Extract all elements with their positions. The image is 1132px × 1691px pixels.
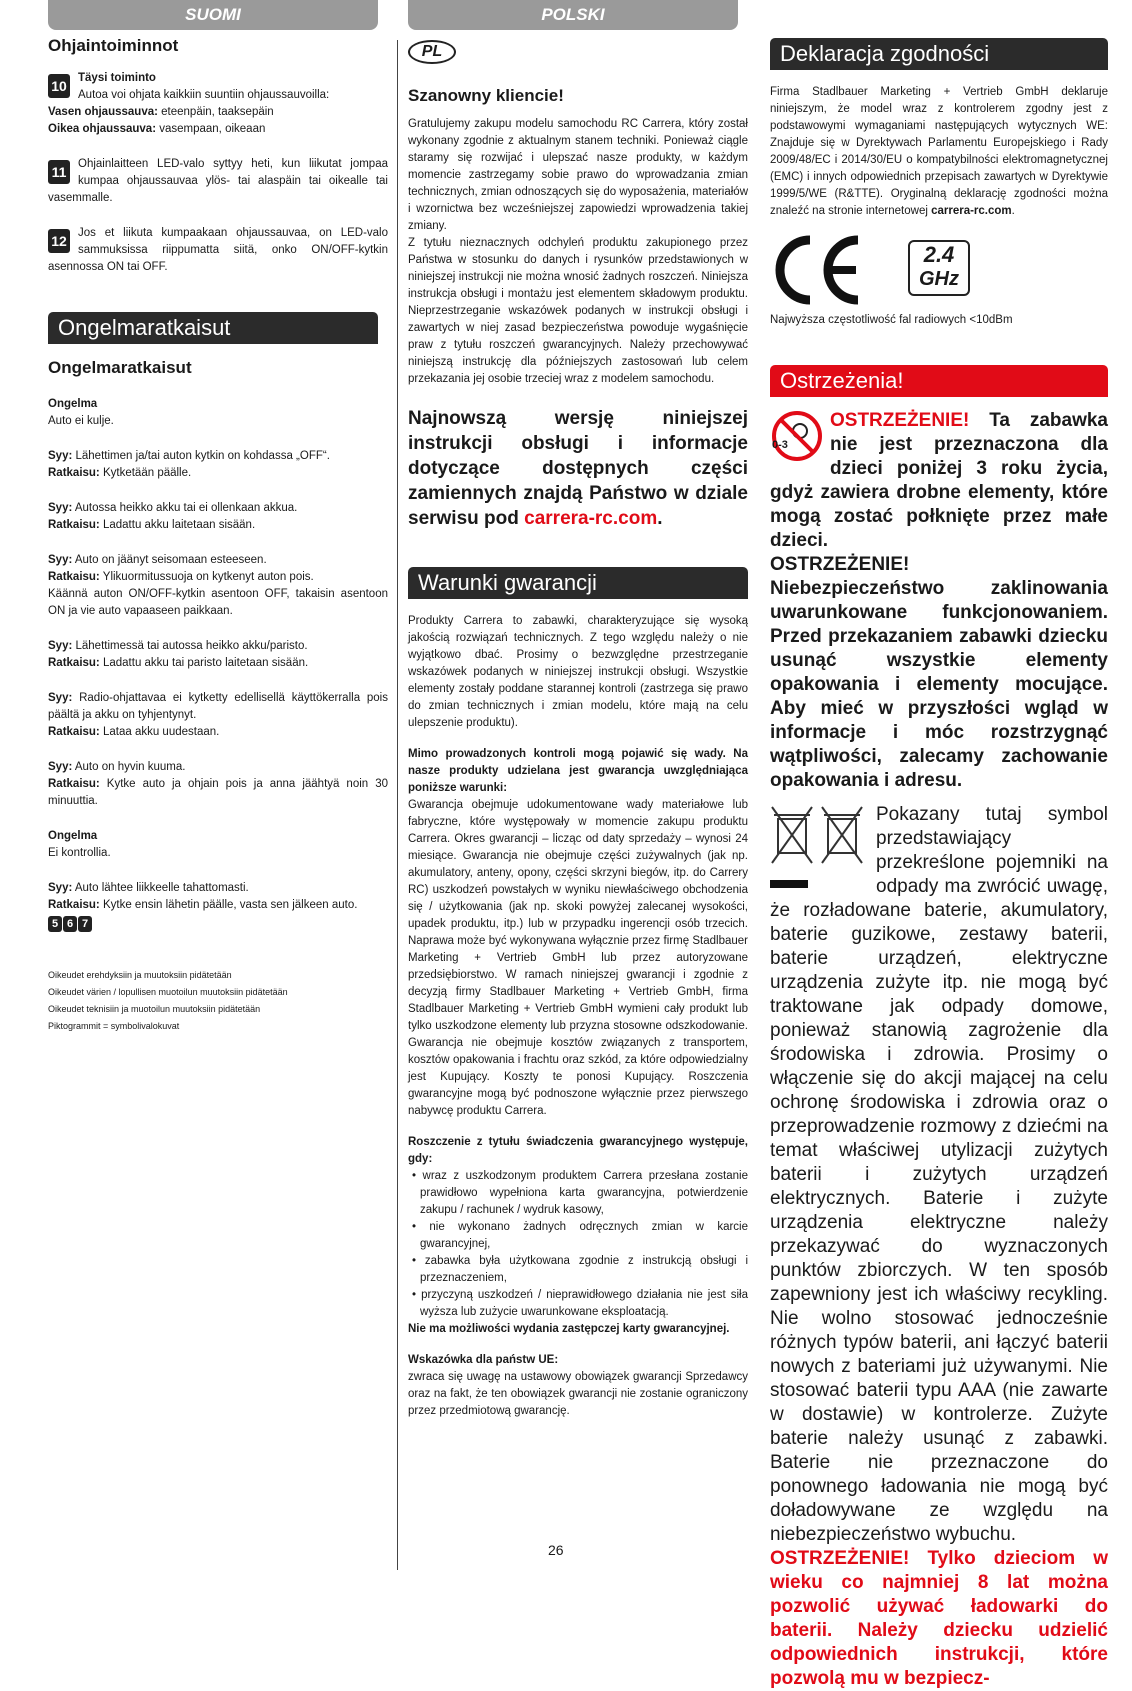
step-number: 12 bbox=[48, 229, 70, 253]
cert-logos bbox=[770, 234, 1108, 310]
warning-text-3: OSTRZEŻENIE! Tylko dzieciom w wieku co najmniej 8 lat można pozwolić używać ładowarki do baterii. Należy dziecku udzielić odpowiednich instrukcji, które pozwolą mu w bezpiecz- bbox=[770, 1548, 1108, 1689]
step-number: 10 bbox=[48, 74, 70, 98]
polski-column bbox=[408, 0, 748, 1420]
age-warning-icon: 0-3 bbox=[770, 409, 824, 468]
problem-label: Ongelma bbox=[48, 398, 98, 410]
disposal-text: Pokazany tutaj symbol przedstawiający przekreślone pojemniki na odpady ma zwrócić uwagę, że rozładowane baterie, akumulatory, baterie guzikowe, zestawy baterii, baterie urządzeń, elektryczne urządzenia zużyte itp. nie mogą być traktowane jak odpady domowe, ponieważ stanowią zagrożenie dla środowiska i zdrowia. Prosimy o włączenie się do akcji mającej na celu ochronę środowiska i zdrowia oraz o przeprowadzenie rozmowy z dziećmi na temat właściwej utylizacji zużytych baterii i zużytych urządzeń elektrycznych. Baterie i zużyte urządzenia elektryczne należy przekazywać do wyznaczonych punktów zbiorczych. W ten sposób zapewniony jest ich właściwy recykling. Nie wolno stosować jednocześnie różnych typów baterii, ani łączyć baterii nowych z bateriami już używanymi. Nie stosować baterii typu AAA (nie zawarte w dostawie) w kontrolerze. Zużyte baterie należy usunąć z zabawki. Baterie nie przeznaczone do ponownego ładowania nie mogą być doładowywane ze względu na niebezpieczeństwo wybuchu. bbox=[770, 804, 1108, 1545]
frequency-note: Najwyższa częstotliwość fal radiowych <10dBm bbox=[770, 314, 1013, 326]
claim-list: • wraz z uszkodzonym produktem Carrera przesłana zostanie prawidłowo wypełniona karta gwarancyjna, potwierdzenie zakupu / rachunek / wydruk kasowy, • nie wykonano żadnych odręcznych zmian w karcie gwarancyjnej, • zabawka była użytkowana zgodnie z instrukcją obsługi i przeznaczeniem, • przyczyną uszkodzeń / nieprawidłowego działania nie jest siła wyższa lub zużycie uwarunkowane eksploatacją. bbox=[412, 1170, 748, 1318]
latest-version-note: Najnowszą wersję niniejszej instrukcji obsługi i informacje dotyczące dostępnych części zamiennych znajdą Państwo w dziale serwisu pod carrera-rc.com. bbox=[408, 408, 748, 529]
pl-badge: PL bbox=[408, 40, 748, 64]
problem-label: Ongelma bbox=[48, 830, 98, 842]
problem-text: Ei kontrollia. bbox=[48, 847, 111, 859]
control-text: Jos et liikuta kumpaakaan ohjaussauvaa, on LED-valo sammuksissa riippumatta siitä, onko ON/OFF-kytkin asennossa ON tai OFF. bbox=[48, 227, 388, 273]
column-divider bbox=[397, 40, 398, 1570]
warning-title-2: OSTRZEŻENIE! bbox=[770, 554, 910, 575]
website-link: carrera-rc.com bbox=[931, 205, 1012, 217]
problem-block-1 bbox=[48, 396, 388, 810]
lang-tab-suomi: SUOMI bbox=[48, 0, 378, 30]
control-item-12 bbox=[48, 225, 388, 276]
eu-text: zwraca się uwagę na ustawowy obowiązek gwarancji Sprzedawcy oraz na fakt, że ten obowiązek gwarancji nie zostanie ograniczony przez przedmiotową gwarancję. bbox=[408, 1371, 748, 1417]
warning-text-1: OSTRZEŻENIE! Ta zabawka nie jest przeznaczona dla dzieci poniżej 3 roku życia, gdyż zawiera drobne elementy, które mogą zostać połknięte przez małe dzieci. bbox=[770, 410, 1108, 551]
control-item-10 bbox=[48, 70, 388, 138]
intro-text: Gratulujemy zakupu modelu samochodu RC Carrera, który został wykonany zgodnie z aktualnym stanem techniki. Ponieważ ciągle staramy się rozwijać i ulepszać nasze produkty, w każdym momencie zastrzegamy sobie prawo do wprowadzania zmian technicznych, zmian odnoszących się do wyposażenia, materiałów i wzornictwa bez wcześniejszej zapowiedzi wprowadzenia takiej zmiany. bbox=[408, 118, 748, 232]
control-item-11 bbox=[48, 156, 388, 207]
right-stick-label: Oikea ohjaussauva: bbox=[48, 123, 157, 135]
declaration-text: Firma Stadlbauer Marketing + Vertrieb GmbH deklaruje niniejszym, że model wraz z kontrolerem zgodny jest z podstawowymi wymaganiami następujących wytycznych WE: Znajduje się w Dyrektywach Parlamentu Europejskiego i Rady 2009/48/EC i 2014/30/EU o kompatybilności elektromagnetycznej (EMC) i innych odpowiednich przepisach zawartych w Dyrektywie 1999/5/WE (R&TTE). Oryginalną deklarację zgodności można znaleźć na stronie internetowej carrera-rc.com. bbox=[770, 86, 1108, 217]
cause-fix: Syy: Auto on jäänyt seisomaan esteeseen. Ratkaisu: Ylikuormitussuoja on kytkenyt auton pois. Käännä auton ON/OFF-kytkin asentoon OFF, takaisin asentoon ON ja vie auto vapaaseen paikkaan. bbox=[48, 554, 388, 617]
website-link: carrera-rc.com bbox=[524, 508, 658, 529]
step-number: 11 bbox=[48, 160, 70, 184]
declaration-header: Deklaracja zgodności bbox=[770, 38, 1108, 70]
suomi-column bbox=[48, 0, 388, 1035]
figure-refs: 5 6 7 bbox=[48, 916, 388, 933]
claim-title: Roszczenie z tytułu świadczenia gwarancyjnego występuje, gdy: bbox=[408, 1136, 748, 1165]
warnings-header: Ostrzeżenia! bbox=[770, 365, 1108, 397]
cause-fix: Syy: Lähettimen ja/tai auton kytkin on kohdassa „OFF“. Ratkaisu: Kytketään päälle. bbox=[48, 450, 330, 479]
cause-fix: Syy: Lähettimessä tai autossa heikko akku/paristo. Ratkaisu: Ladattu akku tai paristo laitetaan sisään. bbox=[48, 640, 309, 669]
left-stick-text: eteenpäin, taaksepäin bbox=[157, 106, 274, 118]
warranty-bold: Mimo prowadzonych kontroli mogą pojawić się wady. Na nasze produkty udzielana jest gwarancja uwzględniająca poniższe warunki: bbox=[408, 748, 748, 794]
eu-title: Wskazówka dla państw UE: bbox=[408, 1354, 559, 1366]
disposal-block bbox=[770, 803, 1108, 1547]
warning-block-1 bbox=[770, 409, 1108, 553]
legal-footer: Oikeudet erehdyksiin ja muutoksiin pidätetään Oikeudet värien / lopullisen muotoilun muutoksiin pidätetään Oikeudet teknisiin ja muotoilun muutoksiin pidätetään Piktogrammit = symbolivalokuvat bbox=[48, 970, 288, 1031]
cause-fix: Syy: Radio-ohjattavaa ei kytketty edellisellä käyttökerralla pois päältä ja akku on tyhjentynyt. Ratkaisu: Lataa akku uudestaan. bbox=[48, 692, 388, 738]
left-stick-label: Vasen ohjaussauva: bbox=[48, 106, 158, 118]
ce-mark-icon bbox=[770, 234, 866, 306]
intro-text-2: Z tytułu nieznacznych odchyleń produktu zakupionego przez Państwa w stosunku do danych i rysunków przedstawionych w niniejszej instrukcji nie można wnosić żadnych roszczeń. Niniejsza instrukcja obsługi i montażu jest elementem składowym produktu. Nieprzestrzeganie wskazówek podanych w instrukcji obsługi i zawartych w niej zasad bezpieczeństwa powoduje wygaśnięcie praw z tytułu roszczeń gwarancyjnych. Należy przechowywać niniejszą instrukcję dla późniejszych zastosowań lub celem przekazania jej osobie trzeciej wraz z modelem samochodu. bbox=[408, 237, 748, 385]
controls-title: Ohjaintoiminnot bbox=[48, 36, 179, 55]
control-text: Autoa voi ohjata kaikkiin suuntiin ohjaussauvoilla: bbox=[78, 89, 330, 101]
no-replacement-note: Nie ma możliwości wydania zastępczej karty gwarancyjnej. bbox=[408, 1323, 730, 1335]
cause-fix: Syy: Autossa heikko akku tai ei ollenkaan akkua. Ratkaisu: Ladattu akku laitetaan sisään. bbox=[48, 502, 298, 531]
warranty-text-2: Gwarancja obejmuje udokumentowane wady materiałowe lub fabryczne, które występowały w momencie zakupu produktu Carrera. Okres gwarancji – licząc od daty sprzedaży – wynosi 24 miesiące. Gwarancja nie obejmuje części zużywalnych (jak np. akumulatory, anteny, opony, części skrzyni biegów, itp. do Carrery RC) uszkodzeń powstałych w wyniku niewłaściwego obchodzenia się / użytkowania (jak np. skoki powyżej zalecanej wysokości, upadek produktu, itp.) lub w przypadku ingerencji osób trzecich. Naprawa może być wykonywana wyłącznie przez firmę Stadlbauer Marketing + Vertrieb GmbH lub przez autoryzowane przedsiębiorstwo. W ramach niniejszej gwarancji i zgodnie z decyzją firmy Stadlbauer Marketing + Vertrieb GmbH, firma Stadlbauer Marketing + Vertrieb GmbH wymieni cały produkt lub tylko uszkodzone elementy lub przyzna stosowne odszkodowanie. Gwarancja nie obejmuje kosztów związanych z transportem, kosztów opakowania i frachtu oraz szkód, za które odpowiedzialny jest Kupujący. Koszty te ponosi Kupujący. Roszczenia gwarancyjne mogą być podnoszone wyłącznie przez pierwszego nabywcę produktu Carrera. bbox=[408, 799, 748, 1117]
trouble-header: Ongelmaratkaisut bbox=[48, 312, 378, 344]
control-title: Täysi toiminto bbox=[78, 72, 156, 84]
ghz-badge: 2.4 GHz bbox=[908, 240, 970, 296]
warranty-header: Warunki gwarancji bbox=[408, 567, 748, 599]
declaration-column bbox=[770, 0, 1108, 1691]
right-stick-text: vasempaan, oikeaan bbox=[156, 123, 266, 135]
trouble-title: Ongelmaratkaisut bbox=[48, 358, 192, 377]
warning-text-2: Niebezpieczeństwo zaklinowania uwarunkowane funkcjonowaniem. Przed przekazaniem zabawki dziecku usunąć wszystkie elementy opakowania i elementy mocujące. Aby mieć w przyszłości wgląd w informacje i móc rozstrzygnąć wątpliwości, zalecamy zachowanie opakowania i adresu. bbox=[770, 578, 1108, 791]
problem-block-2 bbox=[48, 828, 388, 933]
warranty-text-1: Produkty Carrera to zabawki, charakteryzujące się wysoką jakością rozwiązań technicznych. Z tego względu należy o nie wyjątkowo dbać. Prosimy o bezwzględne przestrzeganie wskazówek podanych w niniejszej instrukcji obsługi. Wszystkie elementy zostały poddane starannej kontroli (zastrzega się prawo do zmian technicznych i zmian modelu, które mają na celu ulepszenie produktu). bbox=[408, 615, 748, 729]
cause-fix: Syy: Auto on hyvin kuuma. Ratkaisu: Kytke auto ja ohjain pois ja anna jäähtyä noin 30 minuuttia. bbox=[48, 761, 388, 807]
lang-tab-polski: POLSKI bbox=[408, 0, 738, 30]
cause-fix: Syy: Auto lähtee liikkeelle tahattomasti. Ratkaisu: Kytke ensin lähetin päälle, vasta sen jälkeen auto. bbox=[48, 882, 358, 911]
control-text: Ohjainlaitteen LED-valo syttyy heti, kun liikutat jompaa kumpaa ohjaussauvaa ylös- tai alaspäin tai oikealle tai vasemmalle. bbox=[48, 158, 388, 204]
page-number: 26 bbox=[548, 1542, 564, 1558]
greeting: Szanowny kliencie! bbox=[408, 86, 564, 105]
crossed-bin-icon bbox=[770, 803, 866, 888]
problem-text: Auto ei kulje. bbox=[48, 415, 114, 427]
